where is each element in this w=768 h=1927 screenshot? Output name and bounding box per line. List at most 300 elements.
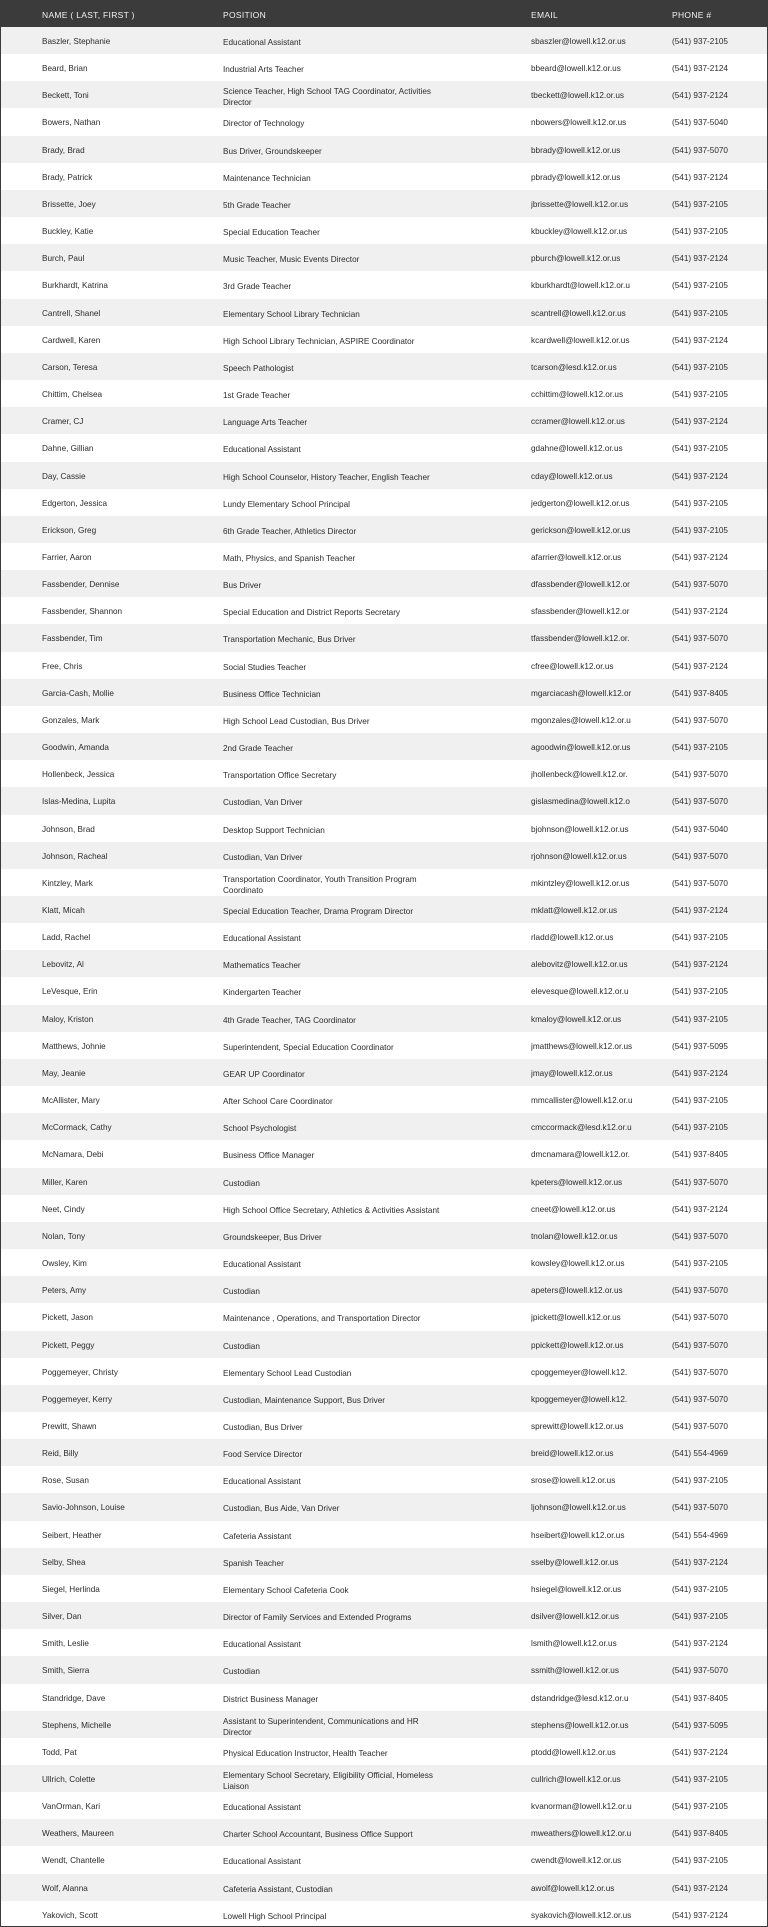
table-row <box>1 652 767 679</box>
position-cell: Maintenance Technician <box>223 173 311 183</box>
phone-cell: (541) 937-2124 <box>672 906 728 915</box>
position-cell: Spanish Teacher <box>223 1558 284 1568</box>
phone-cell: (541) 937-2124 <box>672 1068 728 1078</box>
email-cell[interactable]: lsmith@lowell.k12.or.us <box>531 1639 617 1649</box>
phone-cell: (541) 937-2124 <box>672 1204 728 1214</box>
phone-cell: (541) 937-2124 <box>672 1910 728 1920</box>
phone-cell: (541) 937-5070 <box>672 145 728 155</box>
table-row <box>1 190 767 217</box>
position-cell: Cafeteria Assistant <box>223 1531 292 1541</box>
table-row <box>1 842 767 869</box>
email-cell[interactable]: elevesque@lowell.k12.or.u <box>531 987 629 997</box>
phone-cell: (541) 937-2105 <box>672 525 728 535</box>
name-cell: Weathers, Maureen <box>42 1829 114 1839</box>
email-cell[interactable]: agoodwin@lowell.k12.or.us <box>531 743 631 753</box>
name-cell: Miller, Karen <box>42 1177 88 1187</box>
table-row <box>1 462 767 489</box>
phone-cell: (541) 937-2105 <box>672 1802 728 1812</box>
phone-cell: (541) 937-2124 <box>672 1883 728 1893</box>
table-row <box>1 624 767 651</box>
table-row <box>1 217 767 244</box>
position-cell: 3rd Grade Teacher <box>223 282 292 292</box>
email-cell[interactable]: kpoggemeyer@lowell.k12. <box>531 1394 628 1404</box>
email-cell[interactable]: srose@lowell.k12.or.us <box>531 1476 616 1486</box>
phone-cell: (541) 937-2105 <box>672 362 728 372</box>
email-cell[interactable]: kowsley@lowell.k12.or.us <box>531 1259 625 1269</box>
email-cell[interactable]: hseibert@lowell.k12.or.us <box>531 1530 625 1540</box>
phone-cell: (541) 937-2105 <box>672 933 728 943</box>
email-cell[interactable]: jedgerton@lowell.k12.or.us <box>531 498 630 508</box>
name-cell: Cardwell, Karen <box>42 335 101 345</box>
name-cell: Fassbender, Shannon <box>42 607 123 617</box>
name-cell: Nolan, Tony <box>42 1231 86 1241</box>
name-cell: Smith, Leslie <box>42 1639 89 1649</box>
name-cell: McAllister, Mary <box>42 1096 100 1106</box>
position-cell: Educational Assistant <box>223 1640 301 1650</box>
phone-cell: (541) 937-8405 <box>672 688 728 698</box>
name-cell: Fassbender, Dennise <box>42 580 120 590</box>
email-cell[interactable]: cneet@lowell.k12.or.us <box>531 1204 616 1214</box>
table-row <box>1 1684 767 1711</box>
phone-cell: (541) 937-5070 <box>672 580 728 590</box>
email-cell[interactable]: ptodd@lowell.k12.or.us <box>531 1747 616 1757</box>
email-cell[interactable]: mgarciacash@lowell.k12.or <box>531 688 632 698</box>
phone-cell: (541) 937-5095 <box>672 1720 728 1730</box>
phone-cell: (541) 937-5070 <box>672 851 728 861</box>
name-cell: Burkhardt, Katrina <box>42 281 108 291</box>
position-cell: 2nd Grade Teacher <box>223 744 293 754</box>
table-row <box>1 1276 767 1303</box>
table-row <box>1 1738 767 1765</box>
phone-cell: (541) 937-5070 <box>672 770 728 780</box>
name-cell: Cramer, CJ <box>42 417 84 427</box>
name-cell: Burch, Paul <box>42 254 85 264</box>
phone-cell: (541) 937-2124 <box>672 417 728 427</box>
email-cell[interactable]: kvanorman@lowell.k12.or.u <box>531 1802 632 1812</box>
table-body <box>1 27 767 1927</box>
email-cell[interactable]: cday@lowell.k12.or.us <box>531 471 613 481</box>
email-cell[interactable]: pburch@lowell.k12.or.us <box>531 254 621 264</box>
name-cell: Islas-Medina, Lupita <box>42 797 116 807</box>
table-row <box>1 54 767 81</box>
table-row <box>1 923 767 950</box>
table-row <box>1 1711 767 1738</box>
table-row <box>1 1493 767 1520</box>
email-cell[interactable]: tbeckett@lowell.k12.or.us <box>531 91 624 101</box>
phone-cell: (541) 937-8405 <box>672 1693 728 1703</box>
name-cell: Pickett, Peggy <box>42 1340 95 1350</box>
name-cell: Ladd, Rachel <box>42 933 91 943</box>
table-row <box>1 380 767 407</box>
name-cell: Beckett, Toni <box>42 91 89 101</box>
table-header <box>1 1 767 27</box>
email-cell[interactable]: mkintzley@lowell.k12.or.us <box>531 878 630 888</box>
email-cell[interactable]: stephens@lowell.k12.or.us <box>531 1720 629 1730</box>
email-cell[interactable]: nbowers@lowell.k12.or.us <box>531 118 627 128</box>
phone-cell: (541) 937-2105 <box>672 987 728 997</box>
name-cell: Brady, Patrick <box>42 172 93 182</box>
name-cell: Siegel, Herlinda <box>42 1584 100 1594</box>
email-cell[interactable]: mklatt@lowell.k12.or.us <box>531 906 618 915</box>
name-cell: Todd, Pat <box>42 1747 77 1757</box>
phone-cell: (541) 937-2105 <box>672 308 728 318</box>
table-row <box>1 1629 767 1656</box>
name-cell: McNamara, Debi <box>42 1150 104 1160</box>
position-cell: Custodian, Maintenance Support, Bus Driver <box>223 1395 386 1405</box>
name-cell: McCormack, Cathy <box>42 1123 112 1133</box>
email-cell[interactable]: awolf@lowell.k12.or.us <box>531 1883 615 1893</box>
table-row <box>1 1059 767 1086</box>
table-row <box>1 1303 767 1330</box>
email-cell[interactable]: apeters@lowell.k12.or.us <box>531 1286 623 1296</box>
table-row <box>1 407 767 434</box>
phone-cell: (541) 554-4969 <box>672 1449 728 1459</box>
position-cell: Business Office Technician <box>223 689 321 699</box>
email-cell[interactable]: breid@lowell.k12.or.us <box>531 1449 614 1459</box>
position-cell: Business Office Manager <box>223 1151 315 1161</box>
email-cell[interactable]: mweathers@lowell.k12.or.u <box>531 1829 632 1839</box>
phone-cell: (541) 937-5070 <box>672 1503 728 1513</box>
position-cell: High School Office Secretary, Athletics & Activities Assistant <box>223 1205 440 1215</box>
table-row <box>1 1086 767 1113</box>
email-cell[interactable]: bjohnson@lowell.k12.or.us <box>531 824 629 834</box>
phone-cell: (541) 937-8405 <box>672 1829 728 1839</box>
name-cell: Neet, Cindy <box>42 1204 85 1214</box>
name-cell: Goodwin, Amanda <box>42 743 109 753</box>
name-cell: Hollenbeck, Jessica <box>42 770 115 780</box>
email-cell[interactable]: jmay@lowell.k12.or.us <box>531 1068 613 1078</box>
email-cell[interactable]: rladd@lowell.k12.or.us <box>531 933 614 943</box>
email-cell[interactable]: tcarson@lesd.k12.or.us <box>531 362 617 372</box>
position-cell: Superintendent, Special Education Coordinator <box>223 1042 394 1052</box>
name-cell: Wolf, Alanna <box>42 1883 88 1893</box>
phone-cell: (541) 937-2105 <box>672 743 728 753</box>
phone-cell: (541) 937-2105 <box>672 1259 728 1269</box>
position-cell: High School Counselor, History Teacher, English Teacher <box>223 472 430 482</box>
position-cell: Speech Pathologist <box>223 363 294 373</box>
name-cell: Prewitt, Shawn <box>42 1421 97 1431</box>
email-cell[interactable]: mgonzales@lowell.k12.or.u <box>531 715 631 725</box>
position-cell: Custodian <box>223 1667 260 1677</box>
position-cell: Special Education Teacher, Drama Program Director <box>223 907 414 916</box>
table-row <box>1 516 767 543</box>
position-cell: Maintenance , Operations, and Transportation Director <box>223 1314 421 1324</box>
phone-cell: (541) 937-2124 <box>672 1639 728 1649</box>
table-row <box>1 271 767 298</box>
name-cell: Owsley, Kim <box>42 1259 87 1269</box>
phone-cell: (541) 937-2105 <box>672 444 728 454</box>
email-cell[interactable]: bbrady@lowell.k12.or.us <box>531 145 621 155</box>
phone-cell: (541) 937-2124 <box>672 172 728 182</box>
position-cell: After School Care Coordinator <box>223 1097 333 1107</box>
name-cell: Pickett, Jason <box>42 1313 93 1323</box>
position-cell: 5th Grade Teacher <box>223 200 291 210</box>
name-cell: VanOrman, Kari <box>42 1802 101 1812</box>
table-row <box>1 1358 767 1385</box>
name-cell: Garcia-Cash, Mollie <box>42 688 114 698</box>
email-cell[interactable]: ppickett@lowell.k12.or.us <box>531 1340 624 1350</box>
email-cell[interactable]: ljohnson@lowell.k12.or.us <box>531 1503 626 1513</box>
email-cell[interactable]: gislasmedina@lowell.k12.o <box>531 797 630 807</box>
position-cell: Educational Assistant <box>223 1857 301 1867</box>
table-row <box>1 760 767 787</box>
phone-cell: (541) 937-2124 <box>672 471 728 481</box>
email-cell[interactable]: dsilver@lowell.k12.or.us <box>531 1612 619 1622</box>
email-cell[interactable]: jhollenbeck@lowell.k12.or. <box>531 770 628 780</box>
position-cell: Math, Physics, and Spanish Teacher <box>223 553 356 563</box>
email-cell[interactable]: bbeard@lowell.k12.or.us <box>531 64 621 74</box>
table-row <box>1 1792 767 1819</box>
email-cell[interactable]: tnolan@lowell.k12.or.us <box>531 1231 618 1241</box>
phone-cell: (541) 937-2124 <box>672 1747 728 1757</box>
email-cell[interactable]: kburkhardt@lowell.k12.or.u <box>531 281 630 291</box>
name-cell: Brissette, Joey <box>42 199 96 209</box>
phone-cell: (541) 937-5070 <box>672 1666 728 1676</box>
table-row <box>1 326 767 353</box>
email-cell[interactable]: mmcallister@lowell.k12.or.u <box>531 1096 633 1106</box>
email-cell[interactable]: cchittim@lowell.k12.or.us <box>531 390 624 400</box>
position-cell: Lowell High School Principal <box>223 1911 327 1921</box>
position-cell: 1st Grade Teacher <box>223 391 291 401</box>
email-cell[interactable]: hsiegel@lowell.k12.or.us <box>531 1584 622 1594</box>
name-cell: Chittim, Chelsea <box>42 390 103 400</box>
name-cell: Baszler, Stephanie <box>42 37 111 46</box>
email-cell[interactable]: ccramer@lowell.k12.or.us <box>531 417 625 427</box>
email-cell[interactable]: gerickson@lowell.k12.or.us <box>531 525 631 535</box>
email-cell[interactable]: syakovich@lowell.k12.or.us <box>531 1910 632 1920</box>
name-cell: Dahne, Gillian <box>42 444 94 454</box>
phone-cell: (541) 937-2105 <box>672 498 728 508</box>
table-row <box>1 1032 767 1059</box>
name-cell: Poggemeyer, Christy <box>42 1367 118 1377</box>
phone-cell: (541) 937-2105 <box>672 1612 728 1622</box>
phone-cell: (541) 937-2124 <box>672 1557 728 1567</box>
email-cell[interactable]: cfree@lowell.k12.or.us <box>531 661 614 671</box>
name-cell: Buckley, Katie <box>42 227 94 237</box>
email-cell[interactable]: sfassbender@lowell.k12.or <box>531 607 630 617</box>
email-cell[interactable]: tfassbender@lowell.k12.or. <box>531 634 630 644</box>
name-cell: Lebovitz, Al <box>42 960 84 970</box>
position-cell: Transportation Mechanic, Bus Driver <box>223 635 356 645</box>
position-cell: District Business Manager <box>223 1694 319 1704</box>
email-cell[interactable]: alebovitz@lowell.k12.or.us <box>531 960 628 970</box>
email-cell[interactable]: cullrich@lowell.k12.or.us <box>531 1775 621 1784</box>
position-cell: High School Library Technician, ASPIRE Coordinator <box>223 336 415 346</box>
phone-cell: (541) 937-5070 <box>672 1421 728 1431</box>
position-cell: Industrial Arts Teacher <box>223 65 304 75</box>
table-row <box>1 1113 767 1140</box>
position-cell: High School Lead Custodian, Bus Driver <box>223 716 370 726</box>
position-cell: Custodian, Van Driver <box>223 852 303 862</box>
table-row <box>1 1005 767 1032</box>
name-cell: Wendt, Chantelle <box>42 1856 105 1866</box>
position-cell: Transportation Coordinator, Youth Transition Program Coordinato <box>223 874 417 895</box>
position-cell: 4th Grade Teacher, TAG Coordinator <box>223 1015 356 1025</box>
phone-cell: (541) 937-2124 <box>672 607 728 617</box>
email-cell[interactable]: cpoggemeyer@lowell.k12. <box>531 1367 628 1377</box>
phone-cell: (541) 937-2124 <box>672 91 728 101</box>
position-cell: Custodian <box>223 1341 260 1351</box>
header-phone[interactable]: PHONE # <box>672 10 712 20</box>
table-row <box>1 1466 767 1493</box>
table-row <box>1 869 767 896</box>
email-cell[interactable]: jpickett@lowell.k12.or.us <box>531 1313 621 1323</box>
table-row <box>1 896 767 923</box>
table-row <box>1 679 767 706</box>
phone-cell: (541) 937-5070 <box>672 1313 728 1323</box>
name-cell: Cantrell, Shanel <box>42 308 101 318</box>
phone-cell: (541) 937-2105 <box>672 1856 728 1866</box>
position-cell: Mathematics Teacher <box>223 961 301 971</box>
position-cell: Music Teacher, Music Events Director <box>223 255 360 265</box>
table-row <box>1 1385 767 1412</box>
phone-cell: (541) 937-5070 <box>672 715 728 725</box>
table-row <box>1 1819 767 1846</box>
phone-cell: (541) 937-5070 <box>672 1340 728 1350</box>
table-row <box>1 434 767 461</box>
position-cell: Bus Driver <box>223 581 262 591</box>
name-cell: Reid, Billy <box>42 1449 79 1459</box>
position-cell: Educational Assistant <box>223 38 301 47</box>
phone-cell: (541) 937-5070 <box>672 634 728 644</box>
header-position[interactable]: POSITION <box>223 10 267 20</box>
position-cell: Language Arts Teacher <box>223 418 308 428</box>
table-row <box>1 733 767 760</box>
header-name[interactable]: NAME ( LAST, FIRST ) <box>42 10 135 20</box>
name-cell: Poggemeyer, Kerry <box>42 1394 113 1404</box>
position-cell: Social Studies Teacher <box>223 662 307 672</box>
email-cell[interactable]: afarrier@lowell.k12.or.us <box>531 552 622 562</box>
position-cell: Physical Education Instructor, Health Teacher <box>223 1748 388 1758</box>
position-cell: Special Education Teacher <box>223 228 320 238</box>
email-cell[interactable]: dmcnamara@lowell.k12.or. <box>531 1150 630 1160</box>
name-cell: Kintzley, Mark <box>42 878 93 888</box>
position-cell: Elementary School Lead Custodian <box>223 1368 352 1378</box>
email-cell[interactable]: dfassbender@lowell.k12.or <box>531 580 630 590</box>
table-row <box>1 1602 767 1629</box>
name-cell: Edgerton, Jessica <box>42 498 108 508</box>
table-row <box>1 787 767 814</box>
name-cell: Savio-Johnson, Louise <box>42 1503 125 1513</box>
phone-cell: (541) 937-2105 <box>672 1123 728 1133</box>
phone-cell: (541) 937-5070 <box>672 1286 728 1296</box>
email-cell[interactable]: gdahne@lowell.k12.or.us <box>531 444 623 454</box>
name-cell: Day, Cassie <box>42 471 86 481</box>
email-cell[interactable]: kbuckley@lowell.k12.or.us <box>531 227 628 237</box>
phone-cell: (541) 937-2105 <box>672 37 728 46</box>
name-cell: Selby, Shea <box>42 1557 86 1567</box>
email-cell[interactable]: sprewitt@lowell.k12.or.us <box>531 1421 624 1431</box>
table-row <box>1 543 767 570</box>
table-row <box>1 299 767 326</box>
table-row <box>1 108 767 135</box>
email-cell[interactable]: jbrissette@lowell.k12.or.us <box>531 199 629 209</box>
email-cell[interactable]: cmccormack@lesd.k12.or.u <box>531 1123 632 1133</box>
email-cell[interactable]: jmatthews@lowell.k12.or.us <box>531 1041 633 1051</box>
position-cell: Custodian <box>223 1178 260 1188</box>
phone-cell: (541) 937-2105 <box>672 1775 728 1784</box>
name-cell: Gonzales, Mark <box>42 715 100 725</box>
email-cell[interactable]: sbaszler@lowell.k12.or.us <box>531 37 626 46</box>
email-cell[interactable]: dstandridge@lesd.k12.or.u <box>531 1693 629 1703</box>
table-row <box>1 977 767 1004</box>
phone-cell: (541) 937-2124 <box>672 254 728 264</box>
phone-cell: (541) 937-5095 <box>672 1041 728 1051</box>
email-cell[interactable]: pbrady@lowell.k12.or.us <box>531 172 621 182</box>
table-row <box>1 1222 767 1249</box>
email-cell[interactable]: scantrell@lowell.k12.or.us <box>531 308 626 318</box>
phone-cell: (541) 937-2124 <box>672 960 728 970</box>
phone-cell: (541) 937-2124 <box>672 661 728 671</box>
phone-cell: (541) 937-5070 <box>672 1231 728 1241</box>
email-cell[interactable]: cwendt@lowell.k12.or.us <box>531 1856 622 1866</box>
name-cell: Seibert, Heather <box>42 1530 102 1540</box>
position-cell: Groundskeeper, Bus Driver <box>223 1232 322 1242</box>
table-row <box>1 27 767 54</box>
table-row <box>1 81 767 108</box>
name-cell: Free, Chris <box>42 661 83 671</box>
phone-cell: (541) 937-5040 <box>672 118 728 128</box>
position-cell: Educational Assistant <box>223 934 301 944</box>
name-cell: Stephens, Michelle <box>42 1720 112 1730</box>
phone-cell: (541) 937-2105 <box>672 199 728 209</box>
phone-cell: (541) 937-2105 <box>672 1096 728 1106</box>
table-row <box>1 353 767 380</box>
position-cell: Custodian, Van Driver <box>223 798 303 808</box>
position-cell: 6th Grade Teacher, Athletics Director <box>223 526 357 536</box>
phone-cell: (541) 937-5070 <box>672 797 728 807</box>
name-cell: Beard, Brian <box>42 64 88 74</box>
table-row <box>1 570 767 597</box>
name-cell: Klatt, Micah <box>42 906 85 915</box>
name-cell: Matthews, Johnie <box>42 1041 106 1051</box>
name-cell: Fassbender, Tim <box>42 634 103 644</box>
position-cell: Custodian <box>223 1287 260 1297</box>
email-cell[interactable]: ssmith@lowell.k12.or.us <box>531 1666 619 1676</box>
phone-cell: (541) 937-2105 <box>672 281 728 291</box>
position-cell: Custodian, Bus Driver <box>223 1422 303 1432</box>
table-row <box>1 1168 767 1195</box>
table-row <box>1 1901 767 1927</box>
email-cell[interactable]: kpeters@lowell.k12.or.us <box>531 1177 623 1187</box>
header-email[interactable]: EMAIL <box>531 10 559 20</box>
name-cell: Erickson, Greg <box>42 525 97 535</box>
position-cell: Bus Driver, Groundskeeper <box>223 146 322 156</box>
phone-cell: (541) 937-8405 <box>672 1150 728 1160</box>
email-cell[interactable]: rjohnson@lowell.k12.or.us <box>531 851 627 861</box>
table-row <box>1 1412 767 1439</box>
name-cell: Johnson, Brad <box>42 824 95 834</box>
table-row <box>1 244 767 271</box>
email-cell[interactable]: kmaloy@lowell.k12.or.us <box>531 1014 622 1024</box>
phone-cell: (541) 937-2124 <box>672 552 728 562</box>
table-row <box>1 136 767 163</box>
table-row <box>1 1195 767 1222</box>
table-row <box>1 1656 767 1683</box>
phone-cell: (541) 937-5040 <box>672 824 728 834</box>
phone-cell: (541) 937-5070 <box>672 1394 728 1404</box>
email-cell[interactable]: kcardwell@lowell.k12.or.us <box>531 335 630 345</box>
table-row <box>1 1439 767 1466</box>
position-cell: Assistant to Superintendent, Communications and HR Director <box>223 1716 419 1737</box>
name-cell: Carson, Teresa <box>42 362 98 372</box>
table-row <box>1 1575 767 1602</box>
position-cell: Desktop Support Technician <box>223 825 325 835</box>
position-cell: Cafeteria Assistant, Custodian <box>223 1884 333 1894</box>
phone-cell: (541) 937-2105 <box>672 1014 728 1024</box>
position-cell: Educational Assistant <box>223 445 301 455</box>
email-cell[interactable]: sselby@lowell.k12.or.us <box>531 1557 619 1567</box>
